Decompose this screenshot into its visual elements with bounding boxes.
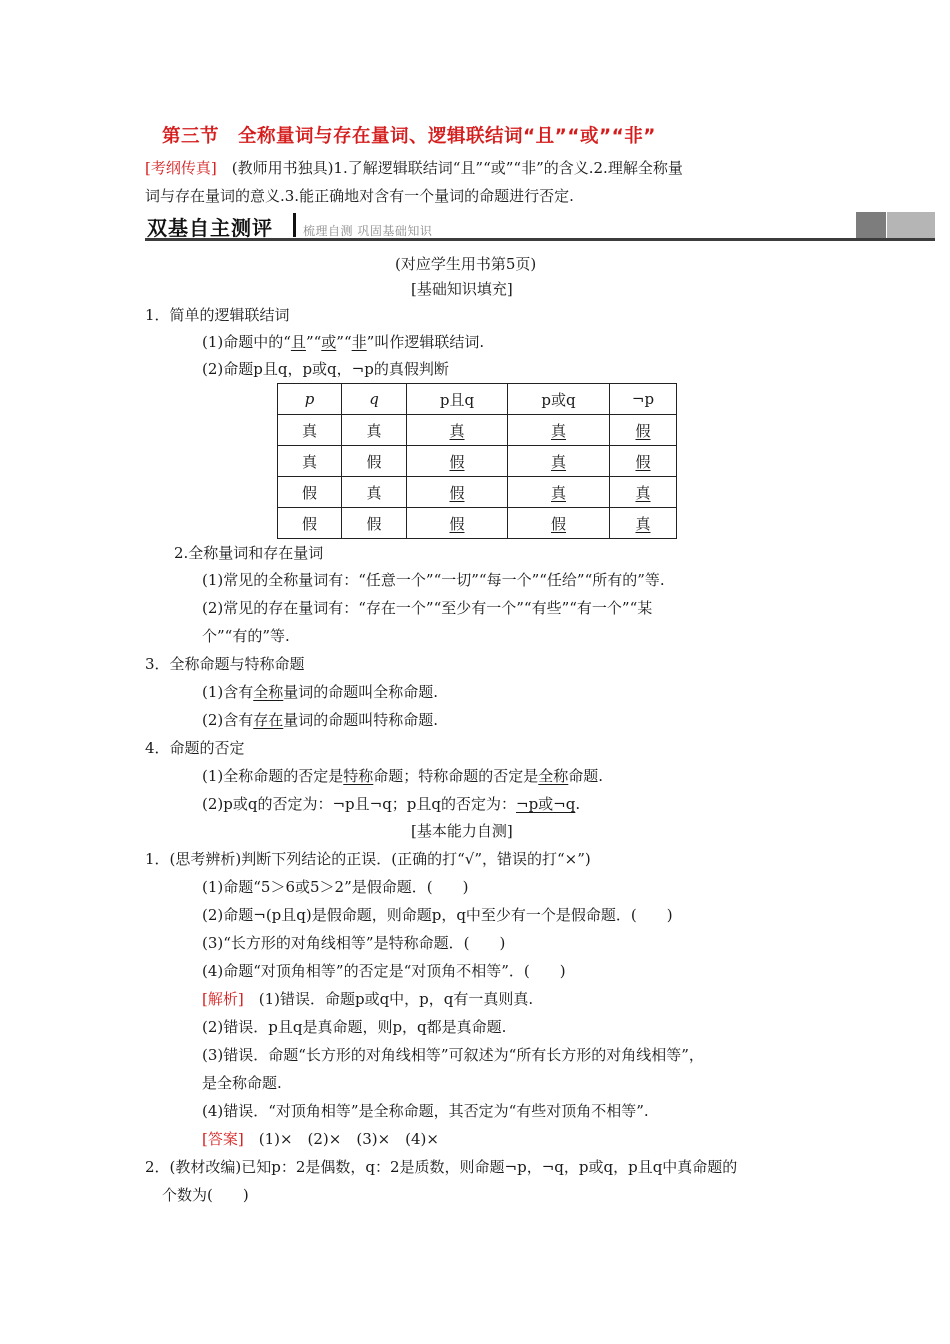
table-cell: 假 [407,508,508,539]
q1-analysis-1: [解析] (1)错误．命题p或q中，p，q有一真则真. [202,990,534,1008]
table-cell: 真 [342,477,407,508]
s3-heading: 3．全称命题与特称命题 [145,655,305,673]
blank-and: 且 [290,333,306,351]
s1-line-1: (1)命题中的“且”“或”“非”叫作逻辑联结词. [202,333,485,351]
section-heading-knowledge: [基础知识填充] [411,280,513,298]
s4-heading: 4．命题的否定 [145,739,245,757]
banner-divider [293,213,296,237]
table-row [278,446,677,477]
table-cell: 假 [508,508,610,539]
table-cell: 假 [407,477,508,508]
intro-line-2: 词与存在量词的意义.3.能正确地对含有一个量词的命题进行否定. [145,187,574,205]
s4-line-2: (2)p或q的否定为：¬p且¬q；p且q的否定为：¬p或¬q. [202,795,581,813]
s3-line-1: (1)含有全称量词的命题叫全称命题. [202,683,439,701]
book-reference: (对应学生用书第5页) [395,255,537,273]
analysis-tag: [解析] [202,990,244,1008]
table-cell: 真 [610,508,677,539]
intro-text-1: (教师用书独具)1.了解逻辑联结词“且”“或”“非”的含义.2.理解全称量 [216,159,683,177]
table-cell: 假 [610,446,677,477]
table-cell: 假 [278,477,342,508]
blank-not: 非 [351,333,367,351]
table-cell: 真 [508,477,610,508]
intro-tag: [考纲传真] [145,159,217,177]
s3-line-2: (2)含有存在量词的命题叫特称命题. [202,711,439,729]
table-cell: 真 [407,415,508,446]
table-header-cell: p或q [508,384,610,415]
table-header-row [278,384,677,415]
s1-line-2: (2)命题p且q，p或q，¬p的真假判断 [202,360,449,378]
table-header-cell: ¬p [610,384,677,415]
table-row [278,508,677,539]
q1-item-2: (2)命题¬(p且q)是假命题，则命题p，q中至少有一个是假命题．( ) [202,906,673,924]
q1-item-4: (4)命题“对顶角相等”的否定是“对顶角不相等”．( ) [202,962,566,980]
table-row [278,415,677,446]
truth-table [277,383,677,539]
table-header-cell: p [278,384,342,415]
blank-universal: 全称 [253,683,284,701]
blank-particular: 特称 [343,767,374,785]
table-cell: 假 [342,446,407,477]
table-cell: 真 [278,446,342,477]
s1-heading: 1．简单的逻辑联结词 [145,306,290,324]
q1-item-1: (1)命题“5＞6或5＞2”是假命题．( ) [202,878,469,896]
s2-line-2: (2)常见的存在量词有：“存在一个”“至少有一个”“有些”“有一个”“某 [202,599,653,617]
blank-existential: 存在 [253,711,284,729]
q1-analysis-2: (2)错误．p且q是真命题，则p，q都是真命题. [202,1018,507,1036]
section-heading-ability: [基本能力自测] [411,822,513,840]
table-header-cell: q [342,384,407,415]
table-cell: 真 [508,446,610,477]
q1-analysis-3b: 是全称命题. [202,1074,282,1092]
q1-heading: 1．(思考辨析)判断下列结论的正误．(正确的打“√”，错误的打“×”) [145,850,591,868]
table-cell: 假 [610,415,677,446]
s2-line-3: 个”“有的”等. [202,627,290,645]
answer-tag: [答案] [202,1130,244,1148]
s2-heading: 2.全称量词和存在量词 [174,544,324,562]
banner-dark-block [856,212,886,238]
table-cell: 假 [407,446,508,477]
table-cell: 真 [610,477,677,508]
blank-or: 或 [321,333,337,351]
intro-line-1 [145,157,683,178]
s2-line-1: (1)常见的全称量词有：“任意一个”“一切”“每一个”“任给”“所有的”等. [202,571,665,589]
blank-universal-2: 全称 [538,767,569,785]
page-title: 第三节 全称量词与存在量词、逻辑联结词“且”“或”“非” [162,126,656,147]
q1-analysis-3: (3)错误．命题“长方形的对角线相等”可叙述为“所有长方形的对角线相等”， [202,1046,704,1064]
banner-subtitle: 梳理自测 巩固基础知识 [303,224,433,238]
q1-answer: [答案] (1)× (2)× (3)× (4)× [202,1130,439,1148]
blank-negation: ¬p或¬q [516,795,576,813]
table-header-cell: p且q [407,384,508,415]
q1-analysis-4: (4)错误．“对顶角相等”是全称命题，其否定为“有些对顶角不相等”. [202,1102,649,1120]
table-cell: 假 [278,508,342,539]
table-cell: 真 [508,415,610,446]
q1-item-3: (3)“长方形的对角线相等”是特称命题．( ) [202,934,506,952]
table-cell: 假 [342,508,407,539]
table-cell: 真 [278,415,342,446]
table-row [278,477,677,508]
banner-title: 双基自主测评 [147,216,273,240]
table-cell: 真 [342,415,407,446]
q2-line-1: 2．(教材改编)已知p：2是偶数，q：2是质数，则命题¬p，¬q，p或q，p且q中真命题的 [145,1158,738,1176]
q2-line-2: 个数为( ) [162,1186,249,1204]
s4-line-1: (1)全称命题的否定是特称命题；特称命题的否定是全称命题. [202,767,604,785]
banner-light-block [887,212,935,238]
